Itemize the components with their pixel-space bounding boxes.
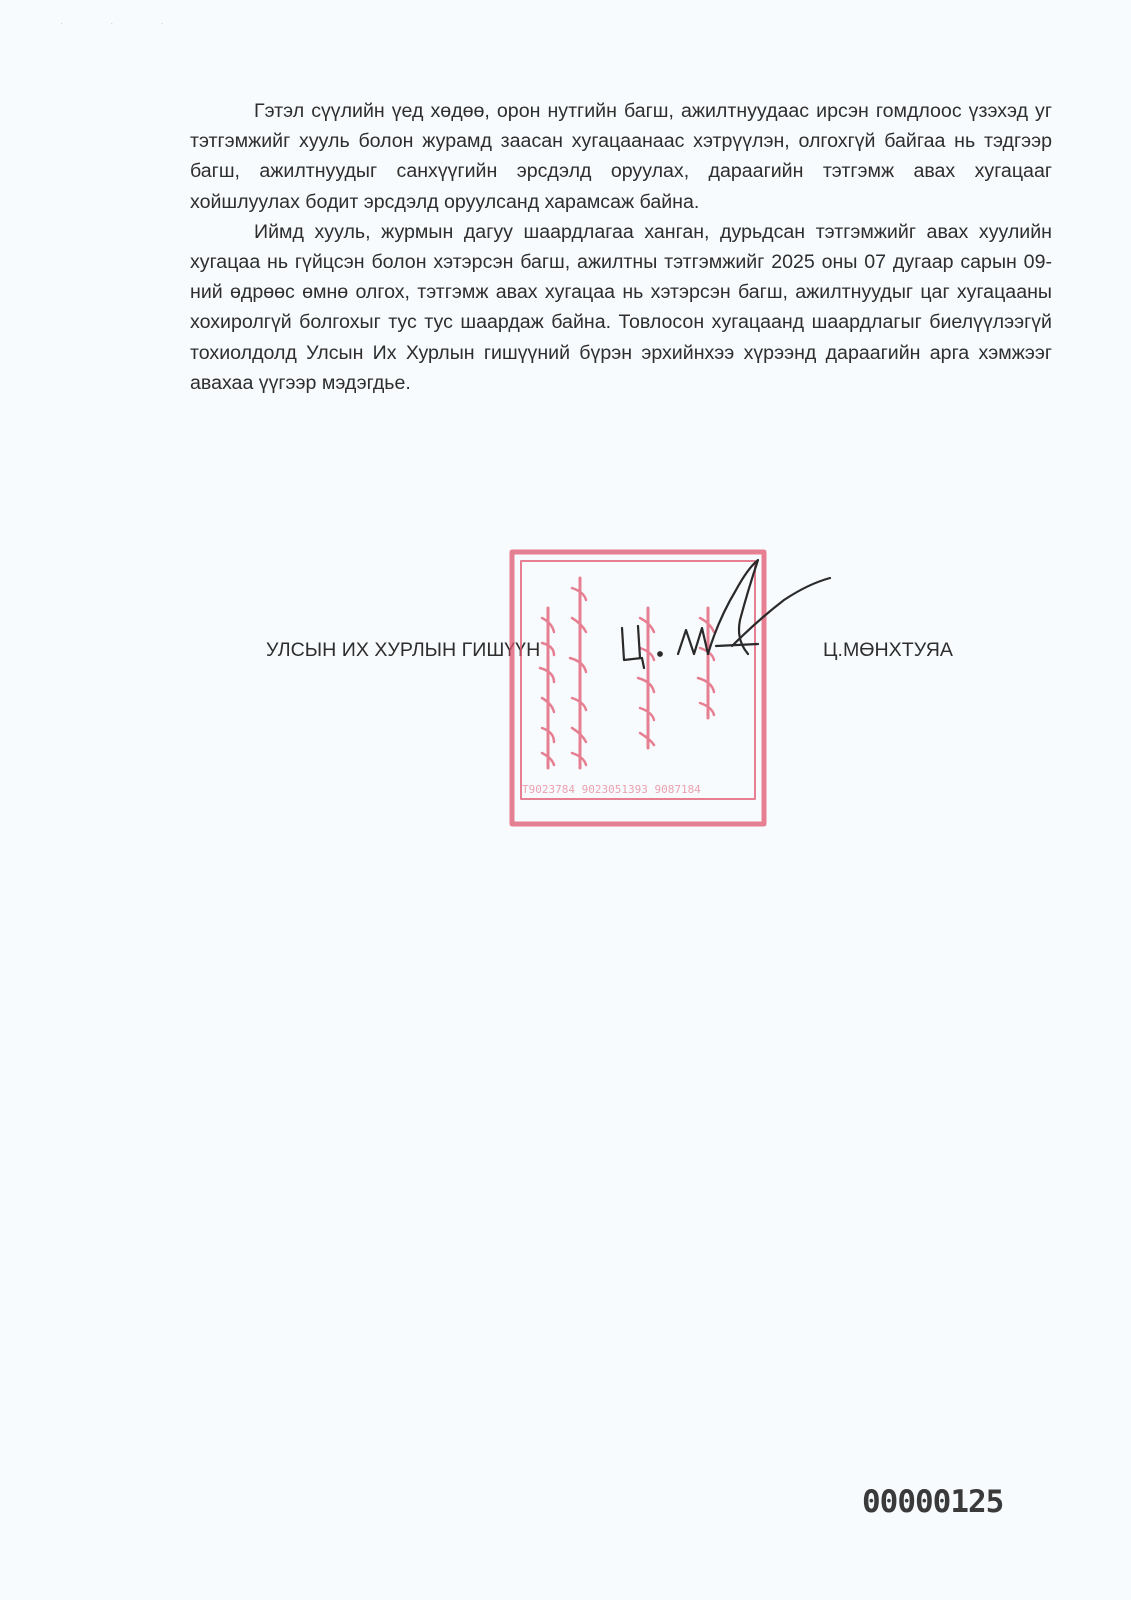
page-serial-number: 00000125 [862,1484,1004,1520]
scan-artifact-dots: · · · [60,18,186,29]
signatory-name: Ц.МӨНХТУЯА [823,639,953,661]
signatory-title: УЛСЫН ИХ ХУРЛЫН ГИШҮҮН [266,639,541,661]
stamp-numbers: T9023784 9023051393 9087184 [522,783,701,796]
letter-body [190,96,1052,398]
paragraph-2: Иймд хууль, журмын дагуу шаардлагаа ханган, дурьдсан тэтгэмжийг авах хуулийн хугацаа нь гүйцсэн болон хэтэрсэн багш, ажилтны тэтгэмжийг 2025 оны 07 дугаар сарын 09-ний өдрөөс өмнө олгох, тэтгэмж авах хугацаа нь хэтэрсэн багш, ажилтнуудыг цаг хугацааны хохиролгүй болгохыг тус тус шаардаж байна. Товлосон хугацаанд шаардлагыг биелүүлээгүй тохиолдолд Улсын Их Хурлын гишүүний бүрэн эрхийнхээ хүрээнд дараагийн арга хэмжээг авахаа үүгээр мэдэгдье. [190,220,1052,394]
paragraph-1: Гэтэл сүүлийн үед хөдөө, орон нутгийн багш, ажилтнуудаас ирсэн гомдлоос үзэхэд уг тэтгэмжийг хууль болон журамд заасан хугацаанаас хэтрүүлэн, олгохгүй байгаа нь тэдгээр багш, ажилтнуудыг санхүүгийн эрсдэлд оруулах, дараагийн тэтгэмж авах хугацааг хойшлуулах бодит эрсдэлд оруулсанд харамсаж байна. [190,100,1052,213]
handwritten-signature [608,550,848,700]
